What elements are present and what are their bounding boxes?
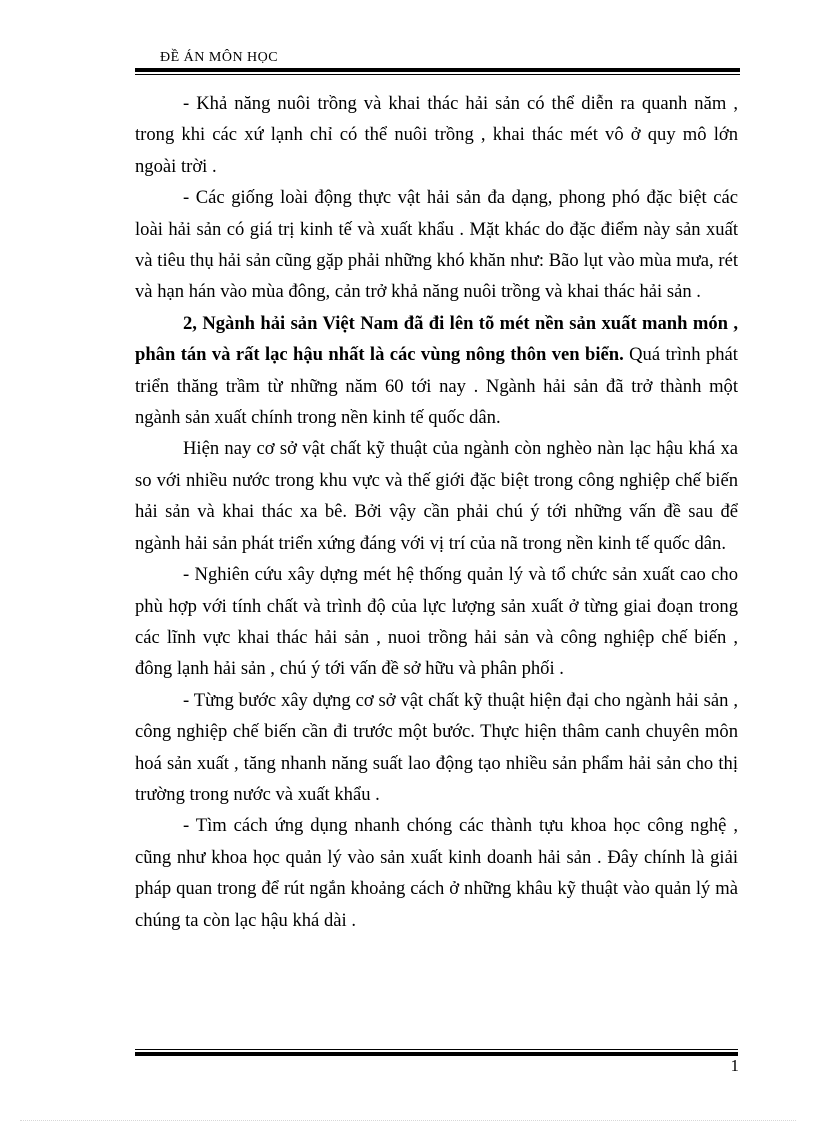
paragraph: Hiện nay cơ sở vật chất kỹ thuật của ngành còn nghèo nàn lạc hậu khá xa so với nhiều nước trong khu vực và thế giới đặc biệt trong công nghiệp chế biến hải sản và khai thác xa bê. Bởi vậy cần phải chú ý tới những vấn đề sau để ngành hải sản phát triển xứng đáng với vị trí của nã trong nền kinh tế quốc dân.	[135, 438, 738, 554]
page-bottom-dotted-line	[20, 1120, 796, 1121]
page-number: 1	[730, 1056, 739, 1075]
paragraph: - Nghiên cứu xây dựng mét hệ thống quản lý và tổ chức sản xuất cao cho phù hợp với tính chất và trình độ của lực lượng sản xuất ở từng giai đoạn trong các lĩnh vực khai thác hải sản , nuoi trồng hải sản và công nghiệp chế biến , đông lạnh hải sản , chú ý tới vấn đề sở hữu và phân phối .	[135, 564, 738, 680]
header-rule-thick	[135, 68, 740, 72]
header-rule-thin	[135, 74, 740, 75]
paragraph: - Từng bước xây dựng cơ sở vật chất kỹ thuật hiện đại cho ngành hải sản , công nghiệp chế biến cần đi trước một bước. Thực hiện thâm canh chuyên môn hoá sản xuất , tăng nhanh năng suất lao động tạo nhiều sản phẩm hải sản cho thị trường trong nước và xuất khẩu .	[135, 689, 738, 805]
paragraph: - Các giống loài động thực vật hải sản đa dạng, phong phó đặc biệt các loài hải sản có giá trị kinh tế và xuất khẩu . Mặt khác do đặc điểm này sản xuất và tiêu thụ hải sản cũng gặp phải những khó khăn như: Bão lụt vào mùa mưa, rét và hạn hán vào mùa đông, cản trở khả năng nuôi trồng và khai thác hải sản .	[135, 187, 738, 303]
footer-rule-thin	[135, 1049, 738, 1050]
document-body	[135, 88, 738, 936]
section-heading: 2, Ngành hải sản Việt Nam đã đi lên tõ mét nền sản xuất manh món , phân tán và rất lạc hậu nhất là các vùng nông thôn ven biển.	[135, 312, 738, 366]
section-heading-paragraph: 2, Ngành hải sản Việt Nam đã đi lên tõ mét nền sản xuất manh món , phân tán và rất lạc hậu nhất là các vùng nông thôn ven biển. Quá trình phát triển thăng trầm từ những năm 60 tới nay . Ngành hải sản đã trở thành một ngành sản xuất chính trong nền kinh tế quốc dân.	[135, 312, 738, 429]
paragraph: - Tìm cách ứng dụng nhanh chóng các thành tựu khoa học công nghệ , cũng như khoa học quản lý vào sản xuất kinh doanh hải sản . Đây chính là giải pháp quan trong để rút ngắn khoảng cách ở những khâu kỹ thuật vào quản lý mà chúng ta còn lạc hậu khá dài .	[135, 815, 738, 931]
footer-rule-thick	[135, 1052, 738, 1056]
paragraph: - Khả năng nuôi trồng và khai thác hải sản có thể diễn ra quanh năm , trong khi các xứ lạnh chỉ có thể nuôi trồng , khai thác mét vô ở quy mô lớn ngoài trời .	[135, 93, 738, 177]
header-title: ĐỀ ÁN MÔN HỌC	[160, 50, 279, 65]
